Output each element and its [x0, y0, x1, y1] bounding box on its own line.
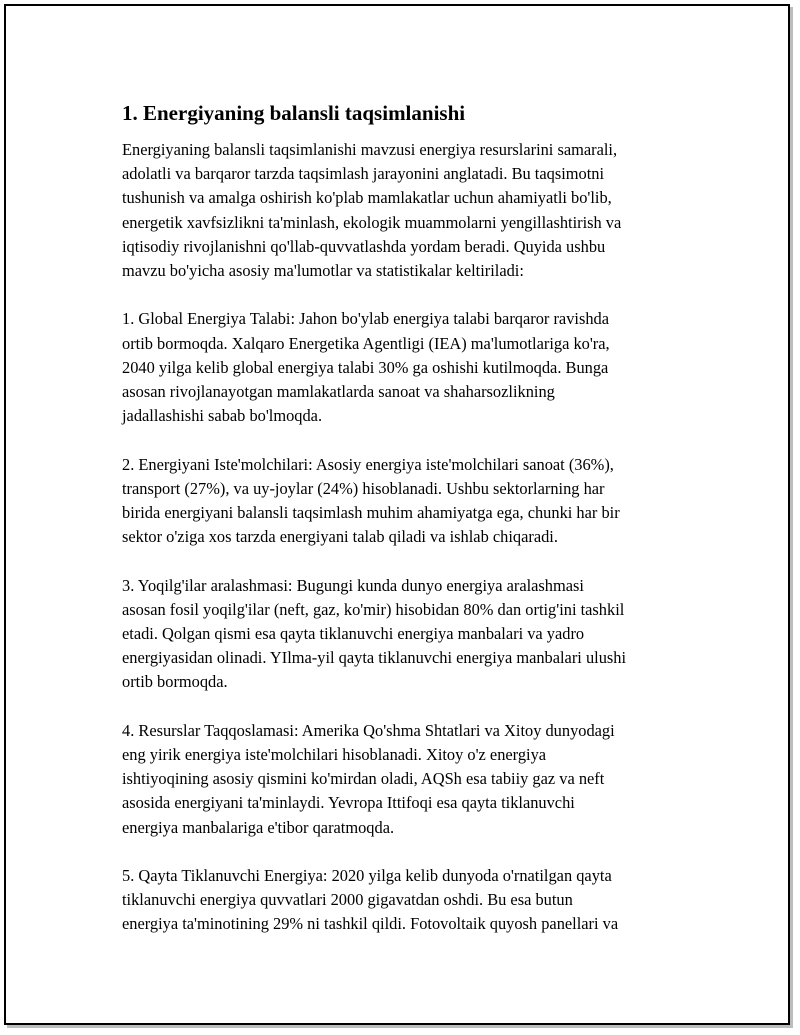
paragraph-fuel-mix	[122, 574, 702, 695]
text-line: Energiyaning balansli taqsimlanishi mavzusi energiya resurslarini samarali,	[122, 140, 618, 159]
document-title: 1. Energiyaning balansli taqsimlanishi	[122, 101, 466, 125]
text-line: 5. Qayta Tiklanuvchi Energiya: 2020 yilga kelib dunyoda o'rnatilgan qayta	[122, 866, 612, 886]
page-frame	[4, 4, 790, 1025]
paragraph-global-energy-demand	[122, 307, 702, 428]
text-line: 2. Energiyani Iste'molchilari: Asosiy energiya iste'molchilari sanoat (36%),	[122, 454, 614, 474]
text-line: energiyasidan olinadi. YIlma-yil qayta tiklanuvchi energiya manbalari ulushi	[122, 648, 627, 668]
document-content	[122, 100, 702, 961]
paragraph-resource-comparison	[122, 719, 702, 840]
text-line: ortib bormoqda.	[122, 672, 228, 692]
text-line: energiya manbalariga e'tibor qaratmoqda.	[122, 817, 395, 837]
text-line: etadi. Qolgan qismi esa qayta tiklanuvchi energiya manbalari va yadro	[122, 624, 585, 644]
text-line: mavzu bo'yicha asosiy ma'lumotlar va statistikalar keltiriladi:	[122, 261, 524, 281]
text-line: energetik xavfsizlikni ta'minlash, ekologik muammolarni yengillashtirish va	[122, 212, 622, 232]
text-line: ishtiyoqining asosiy qismini ko'mirdan oladi, AQSh esa tabiiy gaz va neft	[122, 769, 605, 789]
text-line: eng yirik energiya iste'molchilari hisoblanadi. Xitoy o'z energiya	[122, 745, 547, 765]
text-line: asosan rivojlanayotgan mamlakatlarda sanoat va shaharsozlikning	[122, 382, 555, 402]
text-line: adolatli va barqaror tarzda taqsimlash jarayonini anglatadi. Bu taqsimotni	[122, 164, 605, 184]
text-line: energiya ta'minotining 29% ni tashkil qildi. Fotovoltaik quyosh panellari va	[122, 914, 619, 934]
text-line: asosida energiyani ta'minlaydi. Yevropa Ittifoqi esa qayta tiklanuvchi	[122, 793, 575, 813]
text-line: tushunish va amalga oshirish ko'plab mamlakatlar uchun ahamiyatli bo'lib,	[122, 188, 612, 208]
text-line: jadallashishi sabab bo'lmoqda.	[122, 406, 323, 426]
paragraph-renewable-energy	[122, 864, 702, 937]
paragraph-intro	[122, 138, 702, 283]
text-line: 1. Global Energiya Talabi: Jahon bo'ylab energiya talabi barqaror ravishda	[122, 309, 609, 329]
text-line: sektor o'ziga xos tarzda energiyani talab qiladi va ishlab chiqaradi.	[122, 527, 558, 547]
text-line: iqtisodiy rivojlanishni qo'llab-quvvatlashda yordam beradi. Quyida ushbu	[122, 236, 606, 256]
text-line: 2040 yilga kelib global energiya talabi 30% ga oshishi kutilmoqda. Bunga	[122, 357, 609, 377]
text-line: tiklanuvchi energiya quvvatlari 2000 gigavatdan oshdi. Bu esa butun	[122, 890, 573, 910]
text-line: ortib bormoqda. Xalqaro Energetika Agentligi (IEA) ma'lumotlariga ko'ra,	[122, 333, 610, 353]
text-line: asosan fosil yoqilg'ilar (neft, gaz, ko'mir) hisobidan 80% dan ortig'ini tashkil	[122, 599, 625, 619]
text-line: birida energiyani balansli taqsimlash muhim ahamiyatga ega, chunki har bir	[122, 503, 620, 523]
text-line: 4. Resurslar Taqqoslamasi: Amerika Qo'shma Shtatlari va Xitoy dunyodagi	[122, 720, 615, 740]
paragraph-energy-consumers	[122, 453, 702, 550]
text-line: 3. Yoqilg'ilar aralashmasi: Bugungi kunda dunyo energiya aralashmasi	[122, 575, 584, 595]
text-line: transport (27%), va uy-joylar (24%) hisoblanadi. Ushbu sektorlarning har	[122, 478, 605, 498]
